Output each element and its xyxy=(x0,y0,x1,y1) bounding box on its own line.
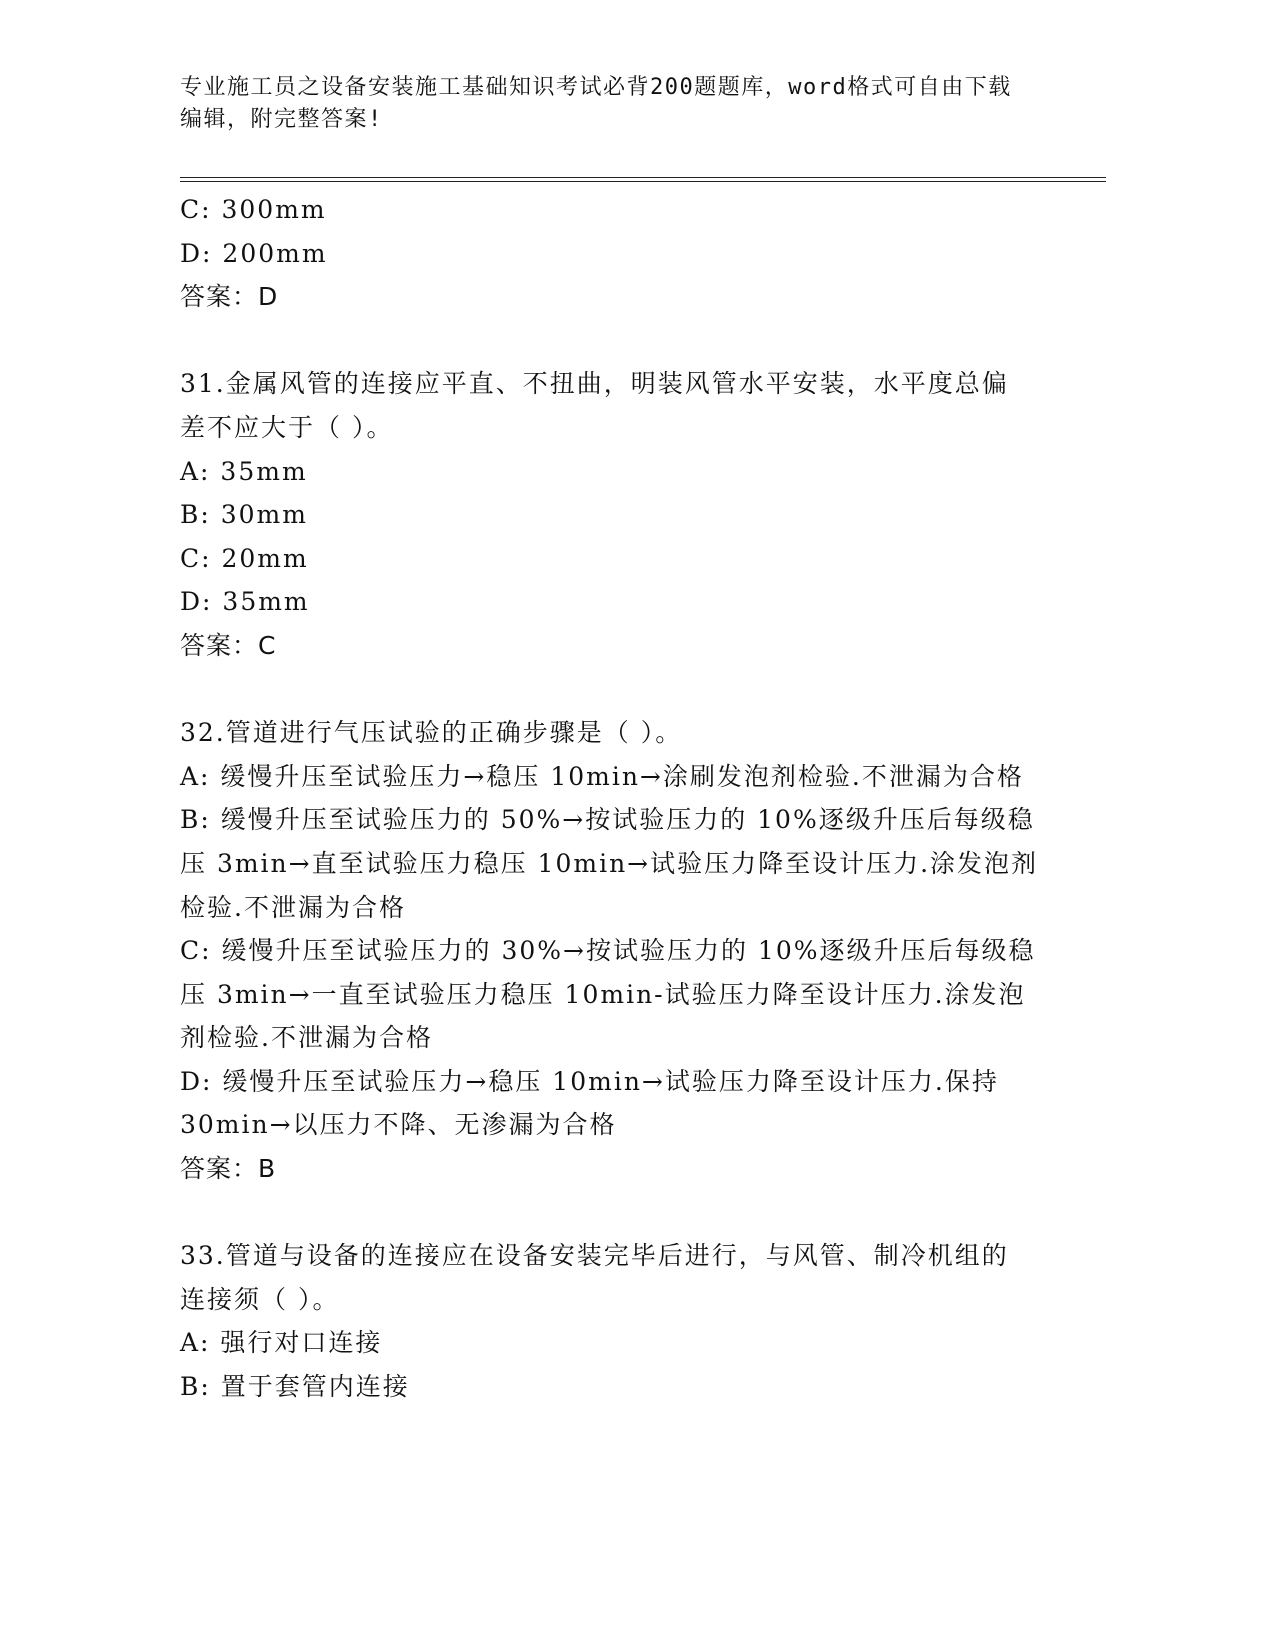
q32-answer: 答案：B xyxy=(180,1154,277,1184)
q33-option-b: B: 置于套管内连接 xyxy=(180,1372,410,1402)
q32-option-a: A: 缓慢升压至试验压力→稳压 10min→涂刷发泡剂检验.不泄漏为合格 xyxy=(180,761,1024,791)
q33-option-a: A: 强行对口连接 xyxy=(180,1328,383,1358)
header-line-2: 编辑，附完整答案! xyxy=(180,107,383,132)
q32-option-b-line-2: 压 3min→直至试验压力稳压 10min→试验压力降至设计压力.涂发泡剂 xyxy=(180,848,1039,878)
q31-option-b: B: 30mm xyxy=(180,500,308,530)
prev-option-d: D: 200mm xyxy=(180,238,328,268)
prev-option-c: C: 300mm xyxy=(180,195,327,224)
q31-stem-line-1: 31.金属风管的连接应平直、不扭曲，明装风管水平安装，水平度总偏 xyxy=(180,369,1009,399)
header-divider-bottom xyxy=(180,181,1106,182)
spacer xyxy=(180,319,1060,363)
document-header xyxy=(180,72,1060,136)
q31-answer: 答案：C xyxy=(180,630,277,660)
q31-option-d: D: 35mm xyxy=(180,587,310,617)
q32-option-c-line-3: 剂检验.不泄漏为合格 xyxy=(180,1023,433,1053)
q32-option-b-line-1: B: 缓慢升压至试验压力的 50%→按试验压力的 10%逐级升压后每级稳 xyxy=(180,805,1035,835)
q31-option-a: A: 35mm xyxy=(180,456,308,486)
q31-option-c: C: 20mm xyxy=(180,543,309,573)
spacer xyxy=(180,1191,1060,1235)
q32-stem: 32.管道进行气压试验的正确步骤是（ ）。 xyxy=(180,718,683,748)
q33-stem-line-1: 33.管道与设备的连接应在设备安装完毕后进行，与风管、制冷机组的 xyxy=(180,1241,1009,1271)
q32-option-d-line-1: D: 缓慢升压至试验压力→稳压 10min→试验压力降至设计压力.保持 xyxy=(180,1066,999,1096)
q32-option-b-line-3: 检验.不泄漏为合格 xyxy=(180,892,406,922)
spacer xyxy=(180,668,1060,712)
header-divider-top xyxy=(180,177,1106,178)
prev-answer: 答案：D xyxy=(180,282,279,312)
q32-option-c-line-2: 压 3min→一直至试验压力稳压 10min-试验压力降至设计压力.涂发泡 xyxy=(180,979,1026,1009)
question-content xyxy=(180,188,1060,1409)
q32-option-d-line-2: 30min→以压力不降、无渗漏为合格 xyxy=(180,1110,617,1140)
q32-option-c-line-1: C: 缓慢升压至试验压力的 30%→按试验压力的 10%逐级升压后每级稳 xyxy=(180,936,1036,966)
q31-stem-line-2: 差不应大于（ ）。 xyxy=(180,412,394,442)
header-line-1: 专业施工员之设备安装施工基础知识考试必背200题题库，word格式可自由下载 xyxy=(180,75,1012,100)
q33-stem-line-2: 连接须（ ）。 xyxy=(180,1284,340,1314)
